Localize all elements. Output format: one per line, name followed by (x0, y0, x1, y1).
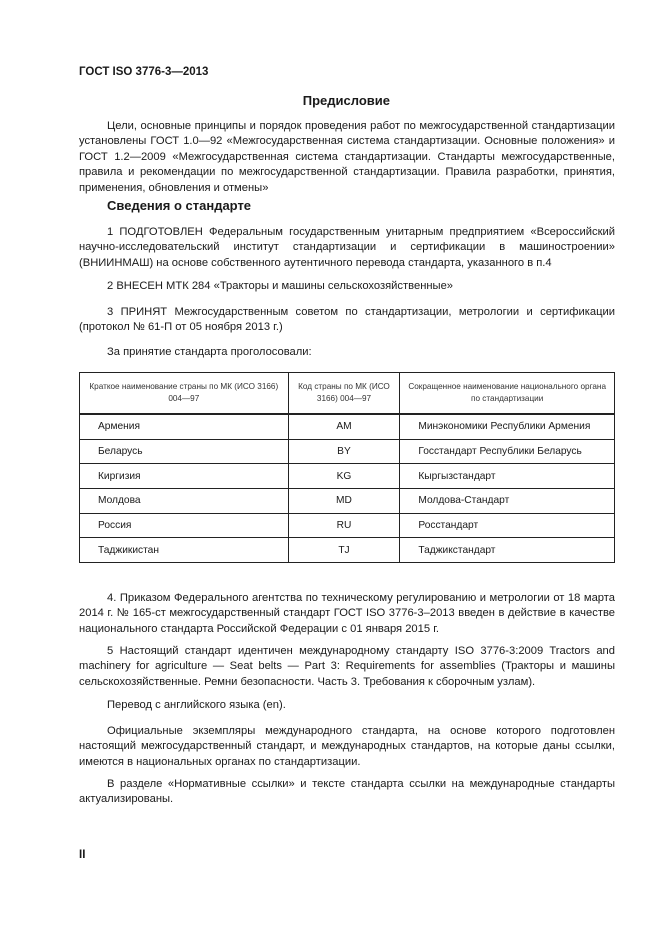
table-row (80, 538, 615, 563)
country-cell: Таджикистан (80, 538, 289, 563)
organ-cell: Росстандарт (400, 513, 615, 538)
code-cell: RU (288, 513, 400, 538)
intro-paragraph: Цели, основные принципы и порядок проведения работ по межгосударственной стандартизации установлены ГОСТ 1.0—92 «Межгосударственная система стандартизации. Основные положения» и ГОСТ 1.2—2009 «Межгосударственная система стандартизации. Стандарты межгосударственные, правила и рекомендации по межгосударственной стандартизации. Правила разработки, принятия, применения, обновления и отмены» (79, 120, 615, 194)
code-cell: MD (288, 489, 400, 514)
table-row (80, 513, 615, 538)
code-cell: KG (288, 464, 400, 489)
paragraph-6: Перевод с английского языка (en). (107, 699, 286, 711)
code-cell: AM (288, 414, 400, 439)
paragraph-4: 4. Приказом Федерального агентства по техническому регулированию и метрологии от 18 марта 2014 г. № 165-ст межгосударственный стандарт ГОСТ ISO 3776-3–2013 введен в действие в качестве национального стандарта Российской Федерации с 01 января 2015 г. (79, 592, 615, 635)
paragraph-3: 3 ПРИНЯТ Межгосударственным советом по стандартизации, метрологии и сертификации (протокол № 61-П от 05 ноября 2013 г.) (79, 306, 615, 334)
table-row (80, 464, 615, 489)
paragraph-5: 5 Настоящий стандарт идентичен международному стандарту ISO 3776-3:2009 Tractors and machinery for agriculture — Seat belts — Part 3: Requirements for assemblies (Тракторы и машины сельскохозяйственные. Ремни безопасности. Часть 3. Требования к сборочным узлам). (79, 645, 615, 688)
code-cell: BY (288, 439, 400, 464)
voted-line: За принятие стандарта проголосовали: (107, 346, 312, 358)
table-row (80, 489, 615, 514)
voting-table (79, 372, 615, 563)
country-cell: Молдова (80, 489, 289, 514)
country-cell: Россия (80, 513, 289, 538)
code-cell: TJ (288, 538, 400, 563)
page-title: Предисловие (302, 93, 390, 108)
paragraph-1: 1 ПОДГОТОВЛЕН Федеральным государственным унитарным предприятием «Всероссийский научно-исследовательский институт стандартизации и сертификации в машиностроении» (ВНИИНМАШ) на основе собственного аутентичного перевода стандарта, указанного в п.4 (79, 226, 615, 269)
paragraph-7: Официальные экземпляры международного стандарта, на основе которого подготовлен настоящий межгосударственный стандарт, и международных стандартов, на которые даны ссылки, имеются в национальных органах по стандартизации. (79, 725, 615, 768)
column-header-organ: Сокращенное наименование национального органа по стандартизации (408, 382, 607, 403)
organ-cell: Таджикстандарт (400, 538, 615, 563)
table-row (80, 414, 615, 439)
organ-cell: Минэкономики Республики Армения (400, 414, 615, 439)
organ-cell: Кыргызстандарт (400, 464, 615, 489)
column-header-code: Код страны по МК (ИСО 3166) 004—97 (288, 373, 400, 415)
country-cell: Беларусь (80, 439, 289, 464)
section-title: Сведения о стандарте (107, 198, 252, 213)
table-header-row (80, 373, 615, 415)
organ-cell: Госстандарт Республики Беларусь (400, 439, 615, 464)
table-row (80, 439, 615, 464)
paragraph-8: В разделе «Нормативные ссылки» и тексте стандарта ссылки на международные стандарты актуализированы. (79, 778, 615, 806)
country-cell: Киргизия (80, 464, 289, 489)
column-header-country: Краткое наименование страны по МК (ИСО 3166) 004—97 (80, 373, 289, 415)
organ-cell: Молдова-Стандарт (400, 489, 615, 514)
paragraph-2: 2 ВНЕСЕН МТК 284 «Тракторы и машины сельскохозяйственные» (107, 280, 454, 292)
page-number: II (79, 849, 86, 861)
country-cell: Армения (80, 414, 289, 439)
document-header: ГОСТ ISO 3776-3—2013 (79, 66, 209, 78)
